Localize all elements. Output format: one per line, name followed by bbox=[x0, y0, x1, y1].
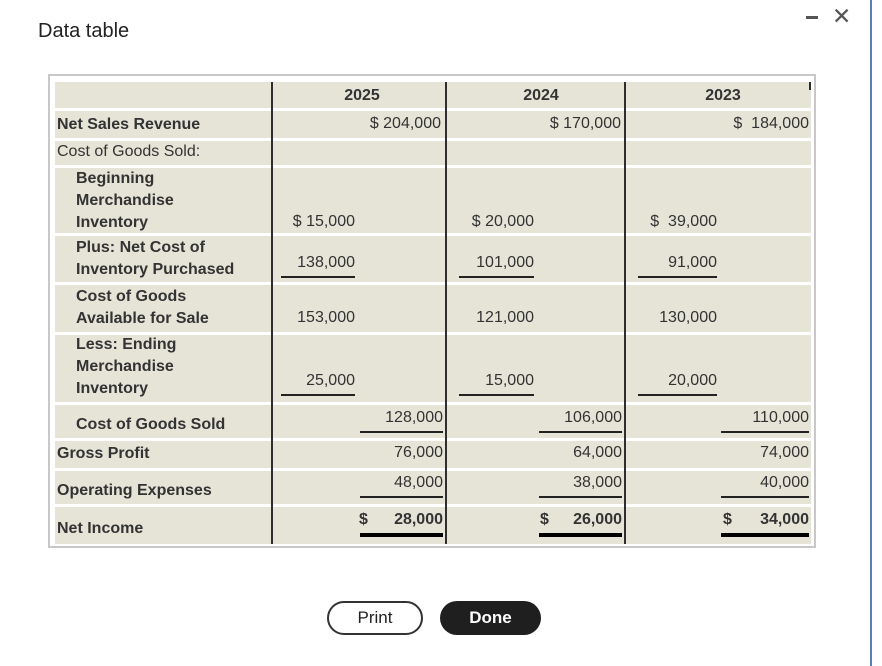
net-income-currency-2025: $ bbox=[359, 511, 368, 528]
subtotal-underline bbox=[281, 394, 355, 396]
subtotal-underline bbox=[638, 276, 717, 278]
year-header-2025: 2025 bbox=[344, 87, 380, 104]
beginning-inventory-2023: $ 39,000 bbox=[650, 213, 717, 230]
subtotal-underline bbox=[539, 496, 622, 498]
subtotal-underline bbox=[360, 496, 443, 498]
beginning-inventory-2024: $ 20,000 bbox=[471, 213, 534, 230]
row-label-cogs: Cost of Goods Sold bbox=[76, 416, 226, 433]
net-sales-2025: $ 204,000 bbox=[369, 115, 441, 132]
row-label-cogs-header: Cost of Goods Sold: bbox=[57, 143, 201, 160]
year-header-2024: 2024 bbox=[523, 87, 559, 104]
done-button[interactable]: Done bbox=[440, 601, 541, 635]
net-sales-2023: $ 184,000 bbox=[733, 115, 809, 132]
net-income-currency-2023: $ bbox=[723, 511, 732, 528]
column-divider bbox=[809, 82, 811, 90]
row-label-purchases: Plus: Net Cost of Inventory Purchased bbox=[76, 239, 235, 278]
subtotal-underline bbox=[539, 431, 622, 433]
subtotal-underline bbox=[360, 431, 443, 433]
goods-available-2025: 153,000 bbox=[297, 309, 355, 326]
row-label-net-sales: Net Sales Revenue bbox=[57, 116, 201, 133]
data-table bbox=[55, 82, 811, 544]
subtotal-underline bbox=[281, 276, 355, 278]
row-label-ending-inventory: Less: Ending Merchandise Inventory bbox=[76, 336, 177, 397]
purchases-2023: 91,000 bbox=[668, 254, 717, 271]
net-sales-2024: $ 170,000 bbox=[549, 115, 621, 132]
row-label-gross-profit: Gross Profit bbox=[57, 445, 150, 462]
goods-available-2024: 121,000 bbox=[476, 309, 534, 326]
beginning-inventory-2025: $ 15,000 bbox=[292, 213, 355, 230]
total-double-underline bbox=[360, 533, 443, 537]
close-icon[interactable]: ✕ bbox=[832, 3, 852, 29]
net-income-2025: 28,000 bbox=[394, 511, 443, 528]
window-edge bbox=[870, 0, 872, 666]
row-label-beginning-inventory: Beginning Merchandise Inventory bbox=[76, 170, 174, 231]
operating-expenses-2024: 38,000 bbox=[573, 474, 622, 491]
cogs-2023: 110,000 bbox=[752, 409, 809, 426]
subtotal-underline bbox=[459, 276, 534, 278]
dialog-title: Data table bbox=[38, 20, 130, 42]
net-income-2023: 34,000 bbox=[760, 511, 809, 528]
net-income-2024: 26,000 bbox=[573, 511, 622, 528]
minimize-icon[interactable] bbox=[806, 16, 818, 19]
operating-expenses-2025: 48,000 bbox=[394, 474, 443, 491]
gross-profit-2025: 76,000 bbox=[394, 444, 443, 461]
row-label-operating-expenses: Operating Expenses bbox=[57, 482, 212, 499]
row-label-net-income: Net Income bbox=[57, 520, 144, 537]
cogs-2024: 106,000 bbox=[564, 409, 622, 426]
purchases-2024: 101,000 bbox=[476, 254, 534, 271]
total-double-underline bbox=[721, 533, 809, 537]
ending-inventory-2023: 20,000 bbox=[668, 372, 717, 389]
ending-inventory-2024: 15,000 bbox=[485, 372, 534, 389]
gross-profit-2023: 74,000 bbox=[760, 444, 809, 461]
gross-profit-2024: 64,000 bbox=[573, 444, 622, 461]
net-income-currency-2024: $ bbox=[540, 511, 549, 528]
subtotal-underline bbox=[721, 431, 809, 433]
operating-expenses-2023: 40,000 bbox=[760, 474, 809, 491]
column-divider bbox=[624, 82, 626, 544]
ending-inventory-2025: 25,000 bbox=[306, 372, 355, 389]
subtotal-underline bbox=[638, 394, 717, 396]
year-header-2023: 2023 bbox=[705, 87, 741, 104]
column-divider bbox=[445, 82, 447, 544]
total-double-underline bbox=[539, 533, 622, 537]
subtotal-underline bbox=[721, 496, 809, 498]
subtotal-underline bbox=[459, 394, 534, 396]
row-label-goods-available: Cost of Goods Available for Sale bbox=[76, 288, 209, 327]
cogs-2025: 128,000 bbox=[385, 409, 443, 426]
goods-available-2023: 130,000 bbox=[659, 309, 717, 326]
purchases-2025: 138,000 bbox=[297, 254, 355, 271]
print-button[interactable]: Print bbox=[327, 601, 423, 635]
